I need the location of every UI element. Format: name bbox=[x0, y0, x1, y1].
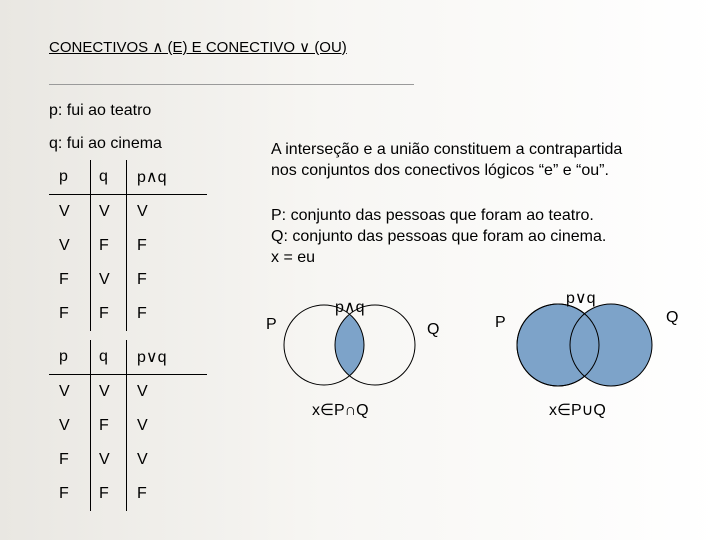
table-header-row bbox=[49, 160, 207, 195]
cell-p: V bbox=[59, 417, 70, 434]
cell-result: V bbox=[127, 409, 208, 443]
venn-or-top-label: p∨q bbox=[566, 290, 596, 307]
venn-and-p-label: P bbox=[266, 316, 277, 333]
cell-q: V bbox=[91, 263, 127, 297]
venn-intersection-diagram bbox=[272, 305, 422, 385]
cell-result: F bbox=[127, 477, 208, 511]
truth-table-or bbox=[49, 340, 207, 511]
cell-result: V bbox=[127, 443, 208, 477]
cell-p: F bbox=[59, 485, 69, 502]
header-p-or-q: p∨q bbox=[127, 340, 208, 375]
cell-q: V bbox=[91, 195, 127, 230]
set-q-definition: Q: conjunto das pessoas que foram ao cinema. bbox=[271, 228, 607, 245]
cell-q: F bbox=[91, 229, 127, 263]
set-q-circle bbox=[570, 304, 652, 386]
title-divider bbox=[49, 84, 414, 85]
definition-q: q: fui ao cinema bbox=[49, 135, 162, 152]
cell-result: F bbox=[127, 263, 208, 297]
explanation-line: A interseção e a união constituem a contrapartida bbox=[271, 141, 623, 158]
table-header-row bbox=[49, 340, 207, 375]
header-p-and-q: p∧q bbox=[127, 160, 208, 195]
venn-or-p-label: P bbox=[495, 314, 506, 331]
header-p: p bbox=[49, 160, 91, 195]
page-title: CONECTIVOS ∧ (E) E CONECTIVO ∨ (OU) bbox=[49, 39, 347, 56]
cell-p: F bbox=[59, 305, 69, 322]
set-p-definition: P: conjunto das pessoas que foram ao teatro. bbox=[271, 207, 594, 224]
header-q: q bbox=[91, 160, 127, 195]
table-row bbox=[49, 443, 207, 477]
table-row bbox=[49, 195, 207, 230]
venn-or-q-label: Q bbox=[666, 309, 679, 326]
cell-q: V bbox=[91, 443, 127, 477]
cell-result: V bbox=[127, 375, 208, 410]
cell-result: F bbox=[127, 297, 208, 331]
cell-q: F bbox=[91, 297, 127, 331]
table-row bbox=[49, 375, 207, 410]
table-row bbox=[49, 477, 207, 511]
explanation-line: nos conjuntos dos conectivos lógicos “e” e “ou”. bbox=[271, 162, 609, 179]
set-definitions bbox=[271, 205, 606, 268]
element-definition: x = eu bbox=[271, 249, 316, 266]
cell-q: F bbox=[91, 409, 127, 443]
table-row bbox=[49, 229, 207, 263]
cell-p: V bbox=[59, 383, 70, 400]
header-p: p bbox=[49, 340, 91, 375]
venn-and-caption: x∈P∩Q bbox=[312, 402, 369, 419]
definition-p: p: fui ao teatro bbox=[49, 102, 152, 119]
cell-q: V bbox=[91, 375, 127, 410]
truth-table-and bbox=[49, 160, 207, 331]
table-row bbox=[49, 409, 207, 443]
cell-result: V bbox=[127, 195, 208, 230]
venn-and-q-label: Q bbox=[427, 321, 440, 338]
header-q: q bbox=[91, 340, 127, 375]
cell-p: V bbox=[59, 237, 70, 254]
explanation-text bbox=[271, 139, 622, 181]
cell-p: F bbox=[59, 451, 69, 468]
table-row bbox=[49, 263, 207, 297]
venn-or-caption: x∈P∪Q bbox=[549, 402, 606, 419]
venn-and-top-label: p∧q bbox=[335, 299, 365, 316]
venn-union-diagram bbox=[505, 304, 665, 386]
cell-q: F bbox=[91, 477, 127, 511]
table-row bbox=[49, 297, 207, 331]
cell-p: F bbox=[59, 271, 69, 288]
cell-result: F bbox=[127, 229, 208, 263]
cell-p: V bbox=[59, 203, 70, 220]
